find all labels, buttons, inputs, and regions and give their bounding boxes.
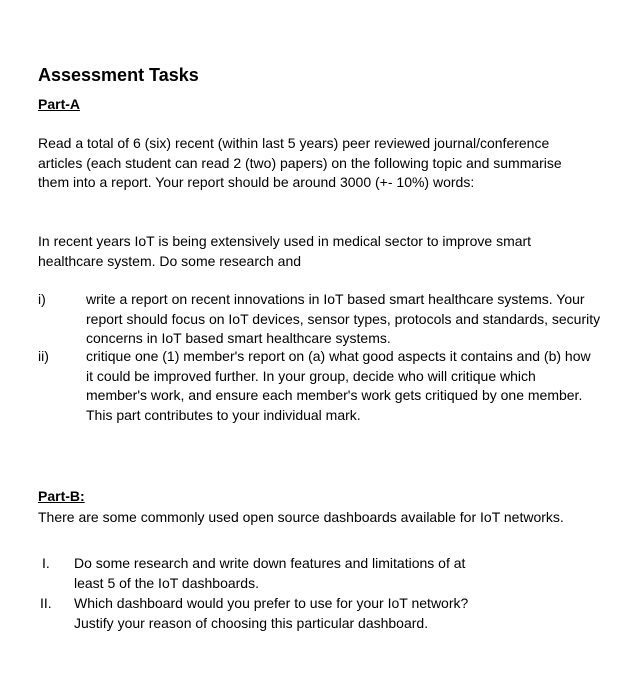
list-item-text: critique one (1) member's report on (a) what good aspects it contains and (b) how it could be improved further. In your group, decide who will critique which member's work, and ensure each member's work gets critiqued by one member. This part contributes to your individual mark. xyxy=(86,348,591,423)
part-a-heading: Part-A xyxy=(38,96,81,112)
list-item-text: Do some research and write down features and limitations of at least 5 of the IoT dashboards. xyxy=(74,555,466,591)
list-marker: II. xyxy=(40,595,52,611)
list-item-text: Which dashboard would you prefer to use for your IoT network? Justify your reason of choosing this particular dashboard. xyxy=(74,595,469,631)
list-marker: i) xyxy=(38,291,46,307)
part-b-list-item-2 xyxy=(38,594,606,634)
part-a-paragraph-2: In recent years IoT is being extensively used in medical sector to improve smart healthcare system. Do some research and xyxy=(38,233,532,269)
part-b-list-item-1 xyxy=(38,554,606,594)
list-item-text: write a report on recent innovations in IoT based smart healthcare systems. Your report should focus on IoT devices, sensor types, protocols and standards, security concerns in IoT based smart healthcare systems. xyxy=(86,291,601,347)
page-title: Assessment Tasks xyxy=(38,65,199,85)
part-b-paragraph: There are some commonly used open source dashboards available for IoT networks. xyxy=(38,509,564,525)
part-a-paragraph-1: Read a total of 6 (six) recent (within last 5 years) peer reviewed journal/conference articles (each student can read 2 (two) papers) on the following topic and summarise them into a report. Your report should be around 3000 (+- 10%) words: xyxy=(38,135,562,191)
list-marker: I. xyxy=(42,555,50,571)
part-b-heading: Part-B: xyxy=(38,488,85,504)
list-marker: ii) xyxy=(38,348,49,364)
part-a-list-item-1 xyxy=(38,290,606,350)
part-a-list-item-2 xyxy=(38,347,606,427)
